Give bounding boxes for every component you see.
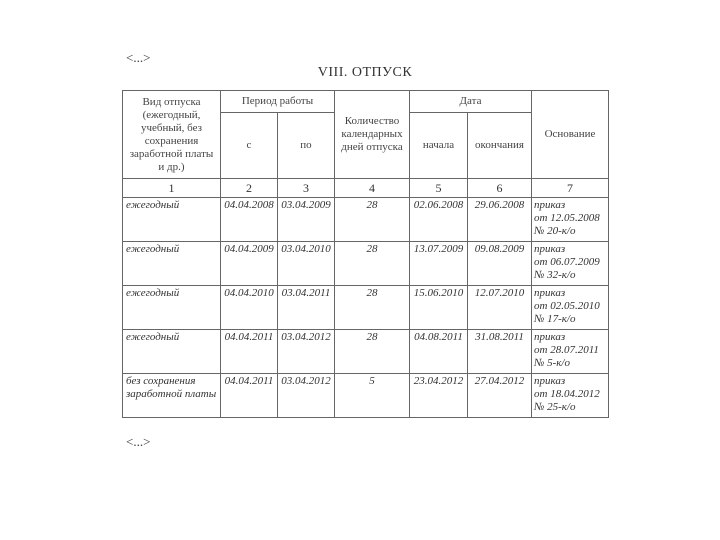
basis-date: от 12.05.2008 [534, 212, 600, 224]
basis-number: № 5-к/о [534, 357, 570, 369]
header-date: Дата [410, 91, 532, 113]
start-date-cell: 23.04.2012 [410, 374, 468, 418]
period-to-cell: 03.04.2011 [278, 286, 335, 330]
header-to: по [278, 113, 335, 179]
column-numbers-row [123, 179, 609, 198]
basis-cell [532, 242, 609, 286]
basis-date: от 02.05.2010 [534, 300, 600, 312]
basis-number: № 25-к/о [534, 401, 576, 413]
basis-date: от 06.07.2009 [534, 256, 600, 268]
header-vacation-type: Вид отпуска (ежегодный, учебный, без сохранения заработной платы и др.) [123, 91, 221, 179]
column-number: 5 [410, 179, 468, 198]
start-date-cell: 02.06.2008 [410, 198, 468, 242]
start-date-cell: 15.06.2010 [410, 286, 468, 330]
period-to-cell: 03.04.2012 [278, 330, 335, 374]
basis-number: № 20-к/о [534, 225, 576, 237]
table-row [123, 374, 609, 418]
period-to-cell: 03.04.2010 [278, 242, 335, 286]
days-cell: 28 [335, 286, 410, 330]
table-row [123, 286, 609, 330]
basis-document: приказ [534, 375, 566, 387]
section-title: VIII. ОТПУСК [317, 65, 413, 80]
end-date-cell: 27.04.2012 [468, 374, 532, 418]
period-from-cell: 04.04.2010 [221, 286, 278, 330]
basis-document: приказ [534, 287, 566, 299]
vacation-table [122, 90, 609, 418]
days-cell: 5 [335, 374, 410, 418]
vacation-type-cell: ежегодный [123, 242, 221, 286]
basis-date: от 28.07.2011 [534, 344, 599, 356]
basis-cell [532, 330, 609, 374]
column-number: 6 [468, 179, 532, 198]
header-end: окончания [468, 113, 532, 179]
period-to-cell: 03.04.2009 [278, 198, 335, 242]
table-row [123, 242, 609, 286]
period-from-cell: 04.04.2009 [221, 242, 278, 286]
end-date-cell: 29.06.2008 [468, 198, 532, 242]
header-work-period: Период работы [221, 91, 335, 113]
days-cell: 28 [335, 242, 410, 286]
basis-document: приказ [534, 331, 566, 343]
period-from-cell: 04.04.2011 [221, 330, 278, 374]
table-row [123, 330, 609, 374]
end-date-cell: 09.08.2009 [468, 242, 532, 286]
period-to-cell: 03.04.2012 [278, 374, 335, 418]
basis-document: приказ [534, 243, 566, 255]
column-number: 1 [123, 179, 221, 198]
column-number: 3 [278, 179, 335, 198]
column-number: 4 [335, 179, 410, 198]
period-from-cell: 04.04.2011 [221, 374, 278, 418]
header-from: с [221, 113, 278, 179]
header-basis: Основание [532, 91, 609, 179]
basis-document: приказ [534, 199, 566, 211]
vacation-type-cell: ежегодный [123, 198, 221, 242]
header-start: начала [410, 113, 468, 179]
column-number: 7 [532, 179, 609, 198]
end-date-cell: 12.07.2010 [468, 286, 532, 330]
table-row [123, 198, 609, 242]
period-from-cell: 04.04.2008 [221, 198, 278, 242]
vacation-type-cell: ежегодный [123, 330, 221, 374]
basis-cell [532, 286, 609, 330]
days-cell: 28 [335, 330, 410, 374]
ellipsis-top: <...> [126, 50, 151, 65]
vacation-type-cell: ежегодный [123, 286, 221, 330]
basis-number: № 17-к/о [534, 313, 576, 325]
days-cell: 28 [335, 198, 410, 242]
vacation-type-cell: без сохранения заработной платы [123, 374, 221, 418]
basis-cell [532, 374, 609, 418]
end-date-cell: 31.08.2011 [468, 330, 532, 374]
start-date-cell: 04.08.2011 [410, 330, 468, 374]
basis-number: № 32-к/о [534, 269, 576, 281]
column-number: 2 [221, 179, 278, 198]
ellipsis-bottom: <...> [126, 434, 151, 449]
header-days-count: Количество календарных дней отпуска [335, 91, 410, 179]
basis-cell [532, 198, 609, 242]
start-date-cell: 13.07.2009 [410, 242, 468, 286]
basis-date: от 18.04.2012 [534, 388, 600, 400]
